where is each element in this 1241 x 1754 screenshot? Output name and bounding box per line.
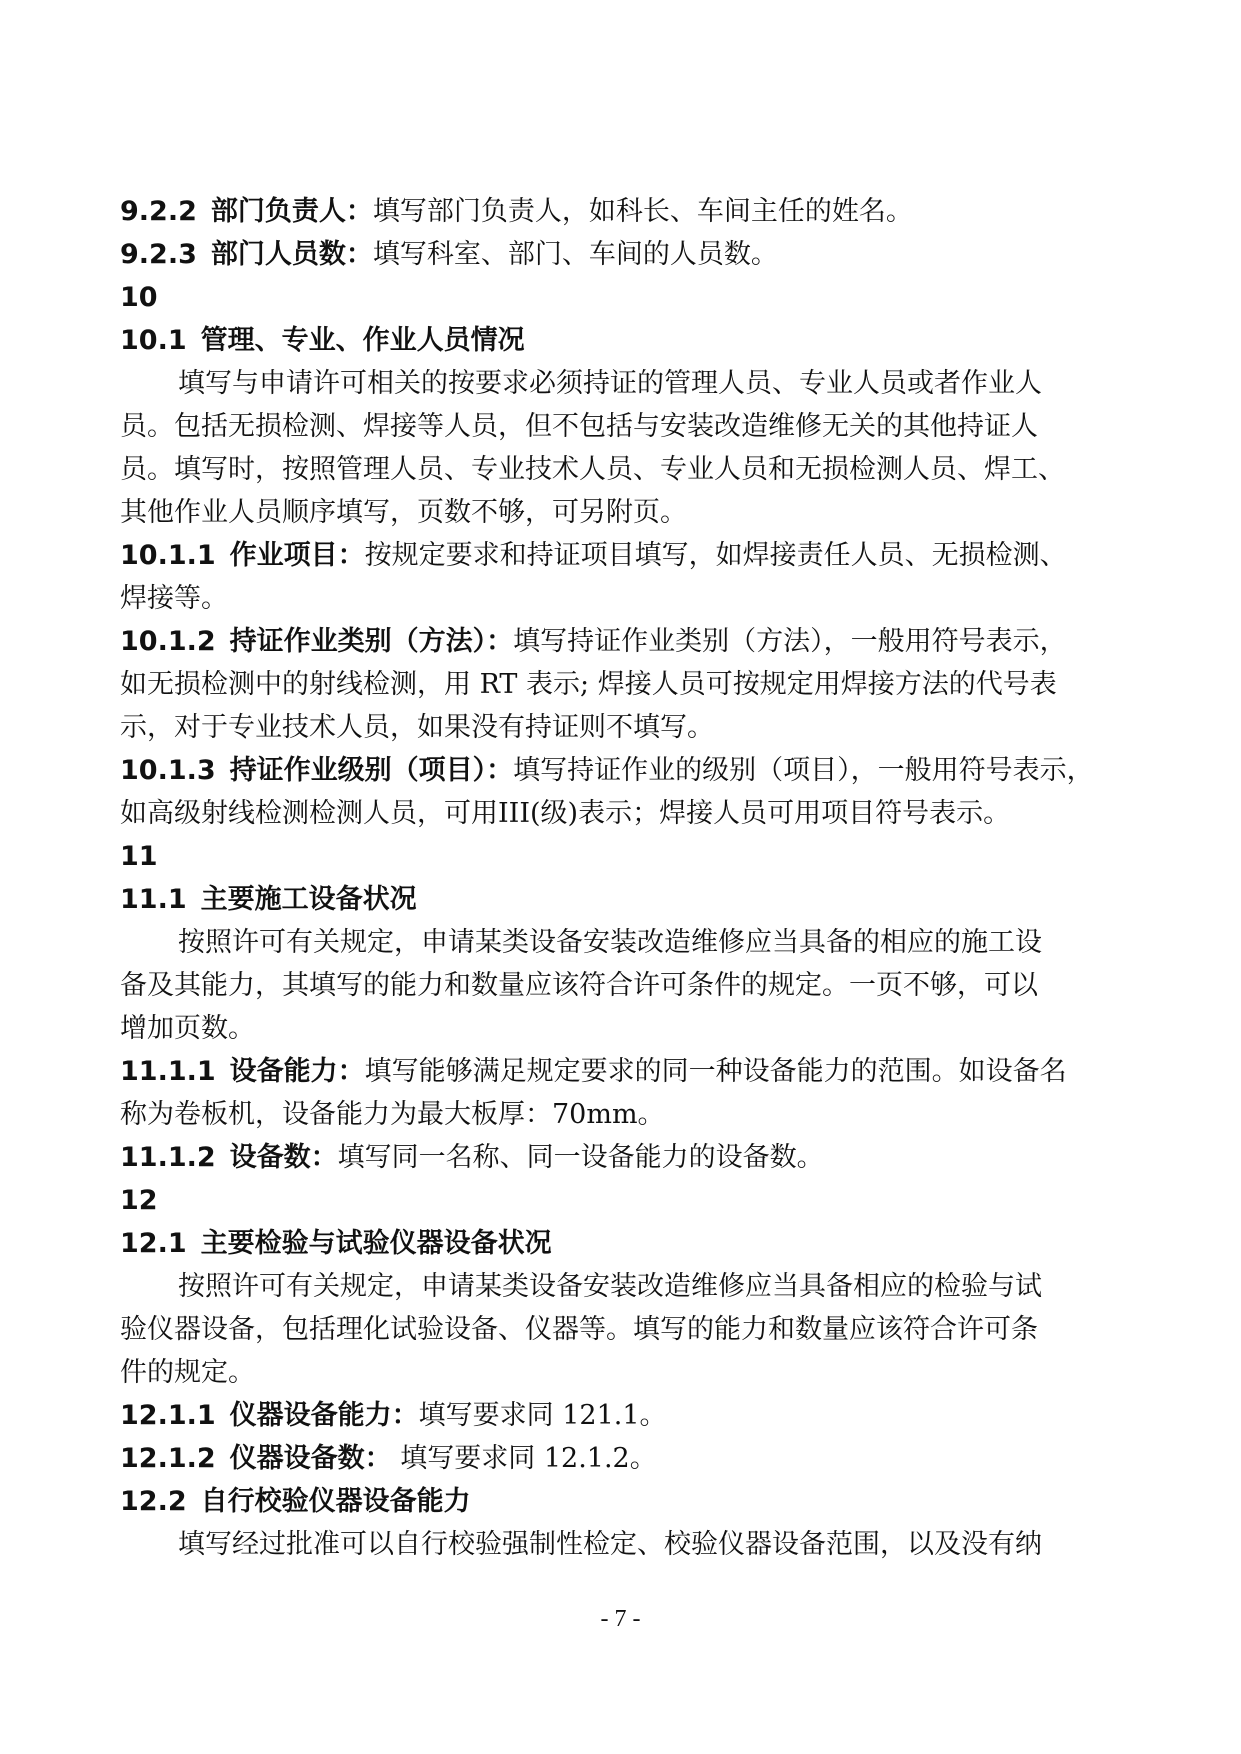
document-body bbox=[120, 190, 1122, 1566]
page-number: - 7 - bbox=[600, 1606, 641, 1632]
paragraph-line bbox=[120, 491, 1122, 534]
clause-term: 仪器设备能力： bbox=[229, 1400, 419, 1431]
section-number: 10 bbox=[120, 282, 158, 313]
clause-term: 主要检验与试验仪器设备状况 bbox=[200, 1228, 552, 1259]
clause-text: 填写同一名称、同一设备能力的设备数。 bbox=[337, 1142, 824, 1173]
clause-number: 9.2.2 bbox=[120, 196, 197, 227]
paragraph-text: 备及其能力，其填写的能力和数量应该符合许可条件的规定。一页不够，可以 bbox=[120, 970, 1038, 1001]
section-number: 11 bbox=[120, 841, 158, 872]
clause-number: 11.1.1 bbox=[120, 1056, 216, 1087]
clause-number: 12.1.2 bbox=[120, 1443, 216, 1474]
paragraph-line bbox=[120, 448, 1122, 491]
paragraph-text: 称为卷板机，设备能力为最大板厚：70mm。 bbox=[120, 1099, 665, 1130]
paragraph-text: 填写与申请许可相关的按要求必须持证的管理人员、专业人员或者作业人 bbox=[178, 368, 1042, 399]
clause-number: 10.1.3 bbox=[120, 755, 216, 786]
clause-term: 设备数： bbox=[229, 1142, 338, 1173]
paragraph-line bbox=[120, 663, 1122, 706]
paragraph-text: 焊接等。 bbox=[120, 583, 228, 614]
clause-text: 填写持证作业类别（方法），一般用符号表示， bbox=[513, 626, 1067, 657]
paragraph-text: 员。填写时，按照管理人员、专业技术人员、专业人员和无损检测人员、焊工、 bbox=[120, 454, 1065, 485]
paragraph-text: 件的规定。 bbox=[120, 1357, 255, 1388]
paragraph-line bbox=[120, 792, 1122, 835]
paragraph-text: 如无损检测中的射线检测，用 RT 表示; 焊接人员可按规定用焊接方法的代号表 bbox=[120, 669, 1057, 700]
clause-line bbox=[120, 1394, 1122, 1437]
paragraph-line bbox=[120, 964, 1122, 1007]
paragraph-line bbox=[120, 1308, 1122, 1351]
paragraph-text: 员。包括无损检测、焊接等人员，但不包括与安装改造维修无关的其他持证人 bbox=[120, 411, 1038, 442]
clause-text: 填写持证作业的级别（项目），一般用符号表示， bbox=[513, 755, 1094, 786]
clause-number: 12.1 bbox=[120, 1228, 187, 1259]
section-number: 12 bbox=[120, 1185, 158, 1216]
clause-term: 设备能力： bbox=[229, 1056, 365, 1087]
paragraph-line bbox=[120, 1265, 1122, 1308]
clause-number: 10.1.2 bbox=[120, 626, 216, 657]
clause-term: 持证作业级别（项目）： bbox=[229, 755, 514, 786]
clause-term: 自行校验仪器设备能力 bbox=[200, 1486, 471, 1517]
clause-term: 管理、专业、作业人员情况 bbox=[200, 325, 525, 356]
paragraph-line bbox=[120, 921, 1122, 964]
clause-text: 填写要求同 121.1。 bbox=[418, 1400, 667, 1431]
clause-line bbox=[120, 1136, 1122, 1179]
paragraph-line bbox=[120, 405, 1122, 448]
paragraph-text: 按照许可有关规定，申请某类设备安装改造维修应当具备相应的检验与试 bbox=[178, 1271, 1042, 1302]
clause-line bbox=[120, 1437, 1122, 1480]
paragraph-text: 增加页数。 bbox=[120, 1013, 255, 1044]
clause-text: 填写科室、部门、车间的人员数。 bbox=[372, 239, 778, 270]
clause-term: 作业项目： bbox=[229, 540, 365, 571]
paragraph-text: 其他作业人员顺序填写，页数不够，可另附页。 bbox=[120, 497, 687, 528]
clause-text: 填写要求同 12.1.2。 bbox=[391, 1443, 657, 1474]
paragraph-line bbox=[120, 1007, 1122, 1050]
clause-line bbox=[120, 749, 1122, 792]
clause-number: 12.2 bbox=[120, 1486, 187, 1517]
clause-line bbox=[120, 1480, 1122, 1523]
section-heading bbox=[120, 276, 1122, 319]
clause-number: 11.1.2 bbox=[120, 1142, 216, 1173]
clause-number: 9.2.3 bbox=[120, 239, 197, 270]
clause-line bbox=[120, 1050, 1122, 1093]
clause-number: 12.1.1 bbox=[120, 1400, 216, 1431]
clause-text: 填写部门负责人，如科长、车间主任的姓名。 bbox=[372, 196, 913, 227]
clause-number: 11.1 bbox=[120, 884, 187, 915]
paragraph-line bbox=[120, 1523, 1122, 1566]
paragraph-line bbox=[120, 1351, 1122, 1394]
clause-line bbox=[120, 878, 1122, 921]
clause-line bbox=[120, 190, 1122, 233]
clause-term: 部门人员数： bbox=[210, 239, 373, 270]
clause-term: 主要施工设备状况 bbox=[200, 884, 417, 915]
clause-line bbox=[120, 1222, 1122, 1265]
clause-term: 仪器设备数： bbox=[229, 1443, 392, 1474]
paragraph-line bbox=[120, 1093, 1122, 1136]
paragraph-text: 按照许可有关规定，申请某类设备安装改造维修应当具备的相应的施工设 bbox=[178, 927, 1042, 958]
paragraph-line bbox=[120, 706, 1122, 749]
section-heading bbox=[120, 1179, 1122, 1222]
clause-line bbox=[120, 534, 1122, 577]
clause-text: 填写能够满足规定要求的同一种设备能力的范围。如设备名 bbox=[364, 1056, 1067, 1087]
paragraph-text: 填写经过批准可以自行校验强制性检定、校验仪器设备范围，以及没有纳 bbox=[178, 1529, 1042, 1560]
paragraph-text: 如高级射线检测检测人员，可用III(级)表示；焊接人员可用项目符号表示。 bbox=[120, 798, 1011, 829]
section-heading bbox=[120, 835, 1122, 878]
clause-line bbox=[120, 233, 1122, 276]
paragraph-line bbox=[120, 577, 1122, 620]
paragraph-line bbox=[120, 362, 1122, 405]
clause-number: 10.1.1 bbox=[120, 540, 216, 571]
clause-term: 持证作业类别（方法）： bbox=[229, 626, 514, 657]
clause-text: 按规定要求和持证项目填写，如焊接责任人员、无损检测、 bbox=[364, 540, 1067, 571]
paragraph-text: 示，对于专业技术人员，如果没有持证则不填写。 bbox=[120, 712, 714, 743]
clause-number: 10.1 bbox=[120, 325, 187, 356]
clause-line bbox=[120, 319, 1122, 362]
clause-line bbox=[120, 620, 1122, 663]
paragraph-text: 验仪器设备，包括理化试验设备、仪器等。填写的能力和数量应该符合许可条 bbox=[120, 1314, 1038, 1345]
clause-term: 部门负责人： bbox=[210, 196, 373, 227]
